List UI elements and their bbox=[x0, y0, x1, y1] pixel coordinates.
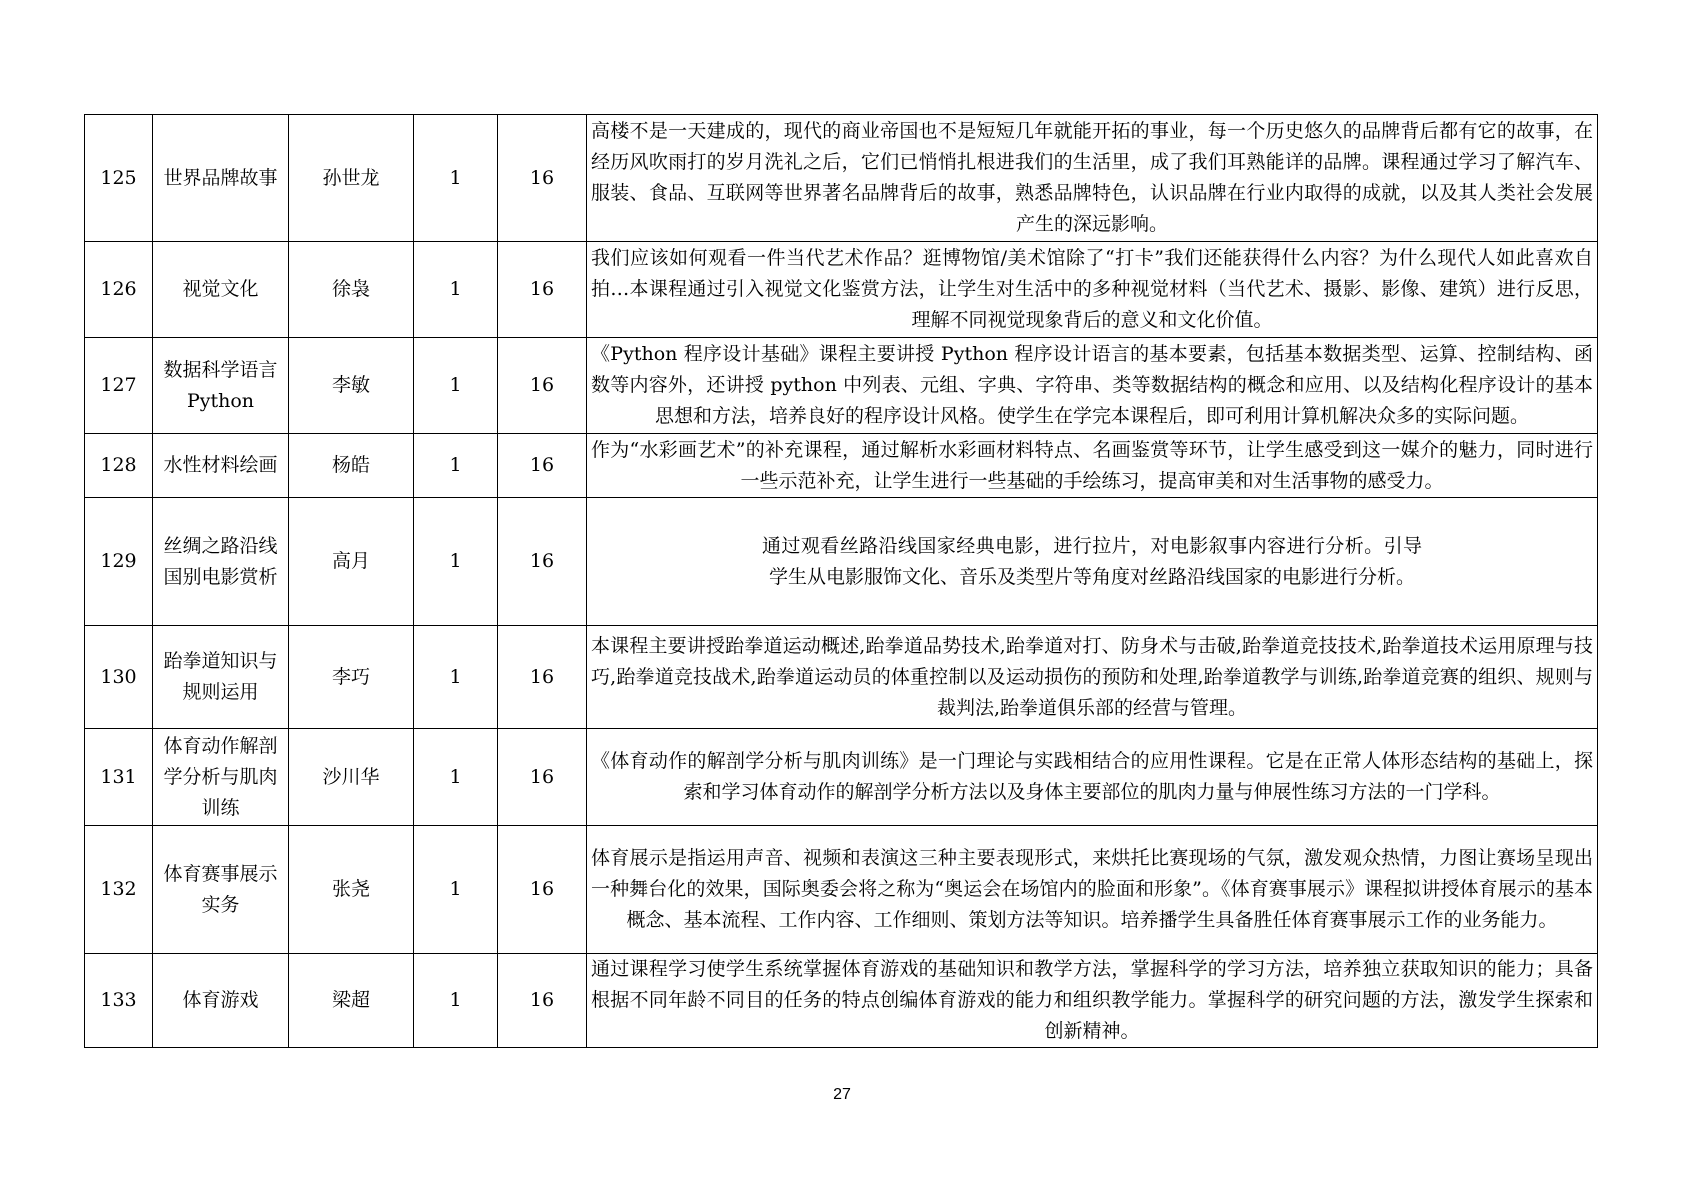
course-description: 我们应该如何观看一件当代艺术作品？逛博物馆/美术馆除了“打卡”我们还能获得什么内容？为什么现代人如此喜欢自拍…本课程通过引入视觉文化鉴赏方法，让学生对生活中的多种视觉材料（当代艺术、摄影、影像、建筑）进行反思，理解不同视觉现象背后的意义和文化价值。 bbox=[591, 247, 1593, 331]
course-hours: 16 bbox=[498, 954, 587, 1048]
course-name: 跆拳道知识与规则运用 bbox=[153, 626, 289, 729]
course-name: 体育动作解剖学分析与肌肉训练 bbox=[153, 729, 289, 826]
table-row bbox=[85, 954, 1598, 1048]
course-teacher: 李巧 bbox=[289, 626, 414, 729]
table-row bbox=[85, 729, 1598, 826]
table-row bbox=[85, 626, 1598, 729]
course-number: 129 bbox=[85, 498, 153, 626]
course-description-cell bbox=[587, 434, 1598, 498]
course-hours: 16 bbox=[498, 338, 587, 434]
course-number: 126 bbox=[85, 242, 153, 338]
course-table bbox=[84, 114, 1598, 1048]
course-name: 视觉文化 bbox=[153, 242, 289, 338]
course-credits: 1 bbox=[414, 729, 498, 826]
course-credits: 1 bbox=[414, 338, 498, 434]
course-description-cell bbox=[587, 729, 1598, 826]
course-description: 通过观看丝路沿线国家经典电影，进行拉片，对电影叙事内容进行分析。引导学生从电影服饰文化、音乐及类型片等角度对丝路沿线国家的电影进行分析。 bbox=[762, 534, 1422, 588]
course-description: 高楼不是一天建成的，现代的商业帝国也不是短短几年就能开拓的事业，每一个历史悠久的品牌背后都有它的故事，在经历风吹雨打的岁月洗礼之后，它们已悄悄扎根进我们的生活里，成了我们耳熟能详的品牌。课程通过学习了解汽车、服装、食品、互联网等世界著名品牌背后的故事，熟悉品牌特色，认识品牌在行业内取得的成就，以及其人类社会发展产生的深远影响。 bbox=[591, 120, 1593, 235]
table-row bbox=[85, 826, 1598, 954]
course-credits: 1 bbox=[414, 498, 498, 626]
course-description-cell bbox=[587, 954, 1598, 1048]
course-hours: 16 bbox=[498, 115, 587, 242]
course-name: 丝绸之路沿线国别电影赏析 bbox=[153, 498, 289, 626]
table-row bbox=[85, 434, 1598, 498]
course-teacher: 梁超 bbox=[289, 954, 414, 1048]
course-description: 体育展示是指运用声音、视频和表演这三种主要表现形式，来烘托比赛现场的气氛，激发观众热情，力图让赛场呈现出一种舞台化的效果，国际奥委会将之称为“奥运会在场馆内的脸面和形象”。《体育赛事展示》课程拟讲授体育展示的基本概念、基本流程、工作内容、工作细则、策划方法等知识。培养播学生具备胜任体育赛事展示工作的业务能力。 bbox=[591, 847, 1593, 931]
course-description-cell bbox=[587, 498, 1598, 626]
course-name: 世界品牌故事 bbox=[153, 115, 289, 242]
course-name: 数据科学语言 Python bbox=[153, 338, 289, 434]
course-description: 作为“水彩画艺术”的补充课程，通过解析水彩画材料特点、名画鉴赏等环节，让学生感受到这一媒介的魅力，同时进行一些示范补充，让学生进行一些基础的手绘练习，提高审美和对生活事物的感受力。 bbox=[591, 438, 1593, 492]
course-number: 133 bbox=[85, 954, 153, 1048]
course-teacher: 杨皓 bbox=[289, 434, 414, 498]
course-description-cell bbox=[587, 826, 1598, 954]
course-credits: 1 bbox=[414, 115, 498, 242]
course-number: 130 bbox=[85, 626, 153, 729]
course-number: 128 bbox=[85, 434, 153, 498]
course-teacher: 李敏 bbox=[289, 338, 414, 434]
table-row bbox=[85, 498, 1598, 626]
course-credits: 1 bbox=[414, 826, 498, 954]
course-number: 127 bbox=[85, 338, 153, 434]
course-hours: 16 bbox=[498, 498, 587, 626]
course-description-cell bbox=[587, 338, 1598, 434]
course-number: 131 bbox=[85, 729, 153, 826]
course-number: 132 bbox=[85, 826, 153, 954]
course-name: 体育游戏 bbox=[153, 954, 289, 1048]
table-row bbox=[85, 338, 1598, 434]
course-number: 125 bbox=[85, 115, 153, 242]
course-hours: 16 bbox=[498, 729, 587, 826]
course-hours: 16 bbox=[498, 434, 587, 498]
course-description-cell bbox=[587, 115, 1598, 242]
course-hours: 16 bbox=[498, 242, 587, 338]
course-credits: 1 bbox=[414, 434, 498, 498]
table-row bbox=[85, 115, 1598, 242]
course-teacher: 张尧 bbox=[289, 826, 414, 954]
course-description-cell bbox=[587, 242, 1598, 338]
course-name: 体育赛事展示实务 bbox=[153, 826, 289, 954]
page-number: 27 bbox=[833, 1086, 851, 1103]
course-credits: 1 bbox=[414, 626, 498, 729]
course-name: 水性材料绘画 bbox=[153, 434, 289, 498]
course-description: 本课程主要讲授跆拳道运动概述,跆拳道品势技术,跆拳道对打、防身术与击破,跆拳道竞技技术,跆拳道技术运用原理与技巧,跆拳道竞技战术,跆拳道运动员的体重控制以及运动损伤的预防和处理,跆拳道教学与训练,跆拳道竞赛的组织、规则与裁判法,跆拳道俱乐部的经营与管理。 bbox=[591, 634, 1593, 719]
course-hours: 16 bbox=[498, 626, 587, 729]
course-teacher: 沙川华 bbox=[289, 729, 414, 826]
course-credits: 1 bbox=[414, 954, 498, 1048]
course-description-cell bbox=[587, 626, 1598, 729]
course-description: 《Python 程序设计基础》课程主要讲授 Python 程序设计语言的基本要素，包括基本数据类型、运算、控制结构、函数等内容外，还讲授 python 中列表、元组、字典、字符串、类等数据结构的概念和应用、以及结构化程序设计的基本思想和方法，培养良好的程序设计风格。使学生在学完本课程后，即可利用计算机解决众多的实际问题。 bbox=[591, 343, 1593, 427]
course-description: 通过课程学习使学生系统掌握体育游戏的基础知识和教学方法，掌握科学的学习方法，培养独立获取知识的能力；具备根据不同年龄不同目的任务的特点创编体育游戏的能力和组织教学能力。掌握科学的研究问题的方法，激发学生探索和创新精神。 bbox=[591, 958, 1593, 1042]
course-credits: 1 bbox=[414, 242, 498, 338]
table-row bbox=[85, 242, 1598, 338]
course-teacher: 高月 bbox=[289, 498, 414, 626]
course-description: 《体育动作的解剖学分析与肌肉训练》是一门理论与实践相结合的应用性课程。它是在正常人体形态结构的基础上，探索和学习体育动作的解剖学分析方法以及身体主要部位的肌肉力量与伸展性练习方法的一门学科。 bbox=[591, 750, 1593, 803]
course-teacher: 孙世龙 bbox=[289, 115, 414, 242]
course-teacher: 徐袅 bbox=[289, 242, 414, 338]
course-hours: 16 bbox=[498, 826, 587, 954]
